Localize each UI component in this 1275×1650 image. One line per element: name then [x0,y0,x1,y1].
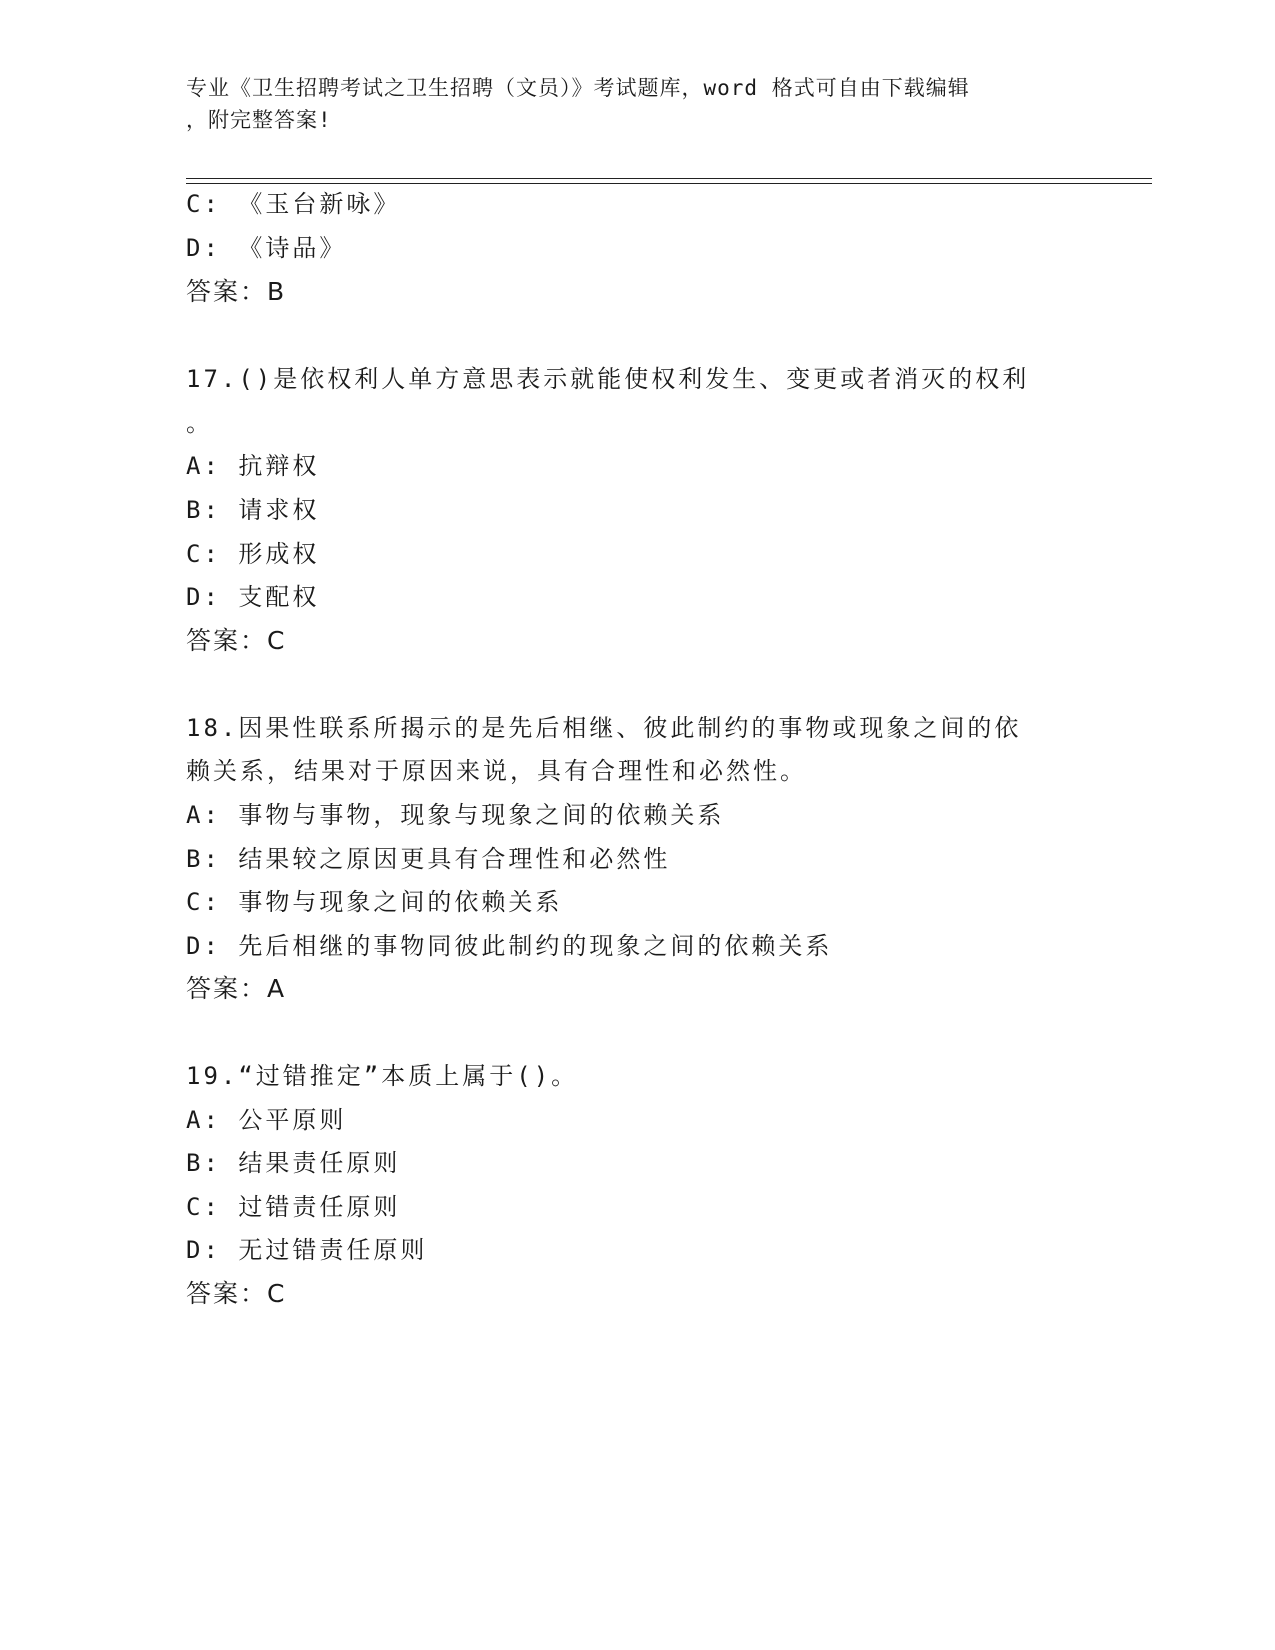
question-stem-line: 19.“过错推定”本质上属于()。 [186,1062,579,1090]
option-c: C: 形成权 [186,540,320,568]
option-d: D: 《诗品》 [186,234,347,262]
option-a: A: 公平原则 [186,1106,347,1134]
option-a: A: 事物与事物，现象与现象之间的依赖关系 [186,801,725,829]
option-a: A: 抗辩权 [186,452,320,480]
header-line-1: 专业《卫生招聘考试之卫生招聘（文员）》考试题库，word 格式可自由下载编辑 [186,76,970,100]
question-stem-line: 18.因果性联系所揭示的是先后相继、彼此制约的事物或现象之间的依 [186,714,1022,742]
question-stem-line: 。 [186,409,213,437]
header-line-2: ，附完整答案! [186,108,332,132]
question-stem-line: 赖关系，结果对于原因来说，具有合理性和必然性。 [186,757,807,785]
document-header [186,72,1066,136]
answer-text: 答案：A [186,974,287,1003]
answer-text: 答案：B [186,277,287,306]
header-rule-bottom [186,183,1152,184]
header-rule-top [186,178,1152,179]
answer-text: 答案：C [186,626,287,655]
option-b: B: 请求权 [186,496,320,524]
option-b: B: 结果责任原则 [186,1149,401,1177]
option-c: C: 过错责任原则 [186,1193,401,1221]
option-c: C: 事物与现象之间的依赖关系 [186,888,563,916]
option-c: C: 《玉台新咏》 [186,190,401,218]
option-b: B: 结果较之原因更具有合理性和必然性 [186,845,671,873]
question-stem-line: 17.()是依权利人单方意思表示就能使权利发生、变更或者消灭的权利 [186,365,1030,393]
option-d: D: 支配权 [186,583,320,611]
answer-text: 答案：C [186,1279,287,1308]
option-d: D: 无过错责任原则 [186,1236,428,1264]
option-d: D: 先后相继的事物同彼此制约的现象之间的依赖关系 [186,932,833,960]
